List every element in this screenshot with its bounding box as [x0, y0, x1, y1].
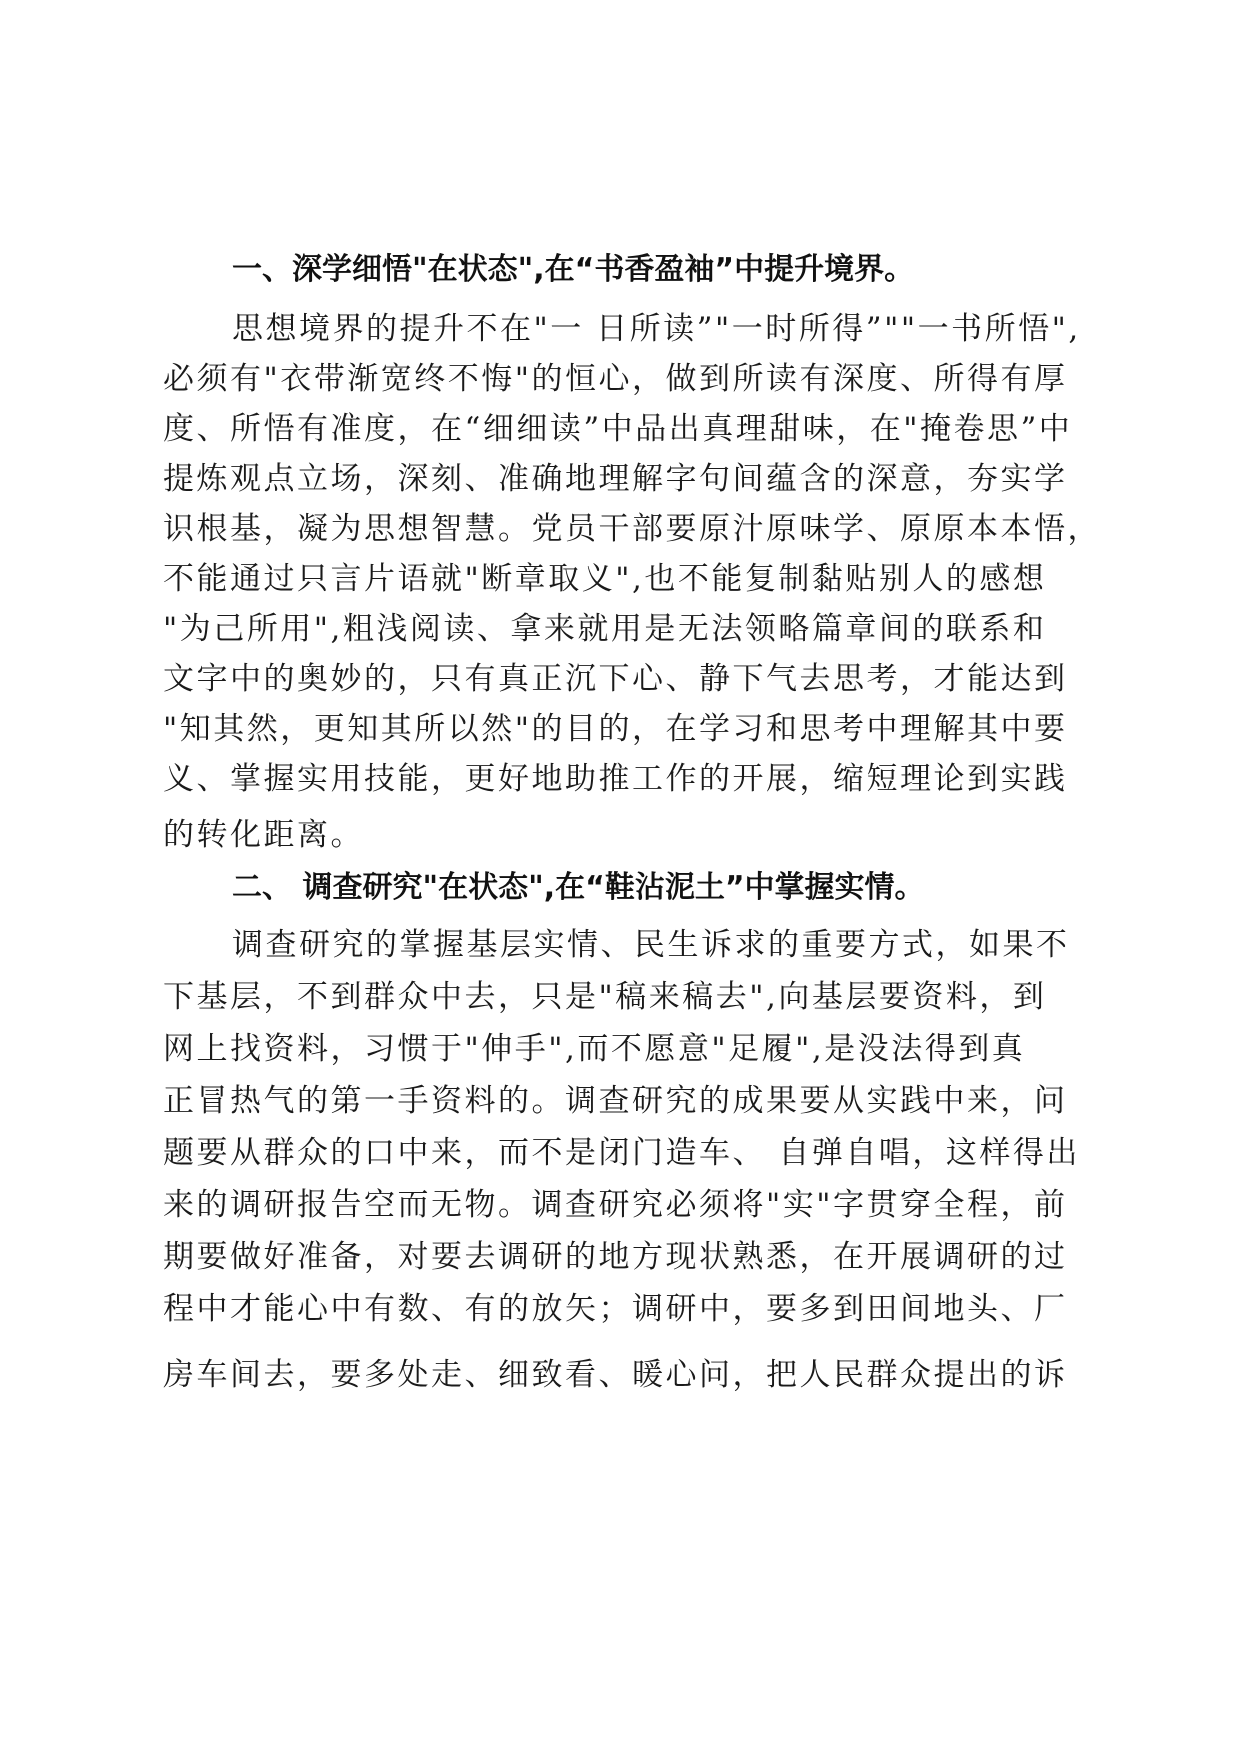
section-1-line-7: "为己所用",粗浅阅读、拿来就用是无法领略篇章间的联系和 — [163, 611, 1047, 647]
section-2-line-4: 正冒热气的第一手资料的。调查研究的成果要从实践中来，问 — [163, 1083, 1068, 1119]
section-2-line-7: 期要做好准备，对要去调研的地方现状熟悉，在开展调研的过 — [163, 1239, 1068, 1275]
section-1-line-5: 识根基，凝为思想智慧。党员干部要原汁原味学、原原本本悟， — [163, 511, 1101, 547]
section-1-line-11: 的转化距离。 — [163, 817, 364, 853]
section-2-line-2: 下基层，不到群众中去，只是"稿来稿去",向基层要资料，到 — [163, 979, 1047, 1015]
section-2-line-3: 网上找资料，习惯于"伸手",而不愿意"足履",是没法得到真 — [163, 1031, 1026, 1067]
section-1-heading: 一、深学细悟"在状态",在“书香盈袖”中提升境界。 — [232, 252, 915, 287]
section-2-line-5: 题要从群众的口中来，而不是闭门造车、 自弹自唱，这样得出 — [163, 1135, 1080, 1171]
section-2-heading: 二、 调查研究"在状态",在“鞋沾泥土”中掌握实情。 — [232, 870, 925, 905]
section-2-line-6: 来的调研报告空而无物。调查研究必须将"实"字贯穿全程，前 — [163, 1187, 1068, 1223]
section-2-line-1: 调查研究的掌握基层实情、民生诉求的重要方式，如果不 — [232, 927, 1070, 963]
section-2-line-9: 房车间去，要多处走、细致看、暖心问，把人民群众提出的诉 — [163, 1357, 1068, 1393]
section-1-line-1: 思想境界的提升不在"一 日所读”"一时所得”""一书所悟", — [232, 311, 1081, 347]
section-2-line-8: 程中才能心中有数、有的放矢；调研中，要多到田间地头、厂 — [163, 1291, 1068, 1327]
section-1-line-9: "知其然，更知其所以然"的目的，在学习和思考中理解其中要 — [163, 711, 1068, 747]
section-1-line-6: 不能通过只言片语就"断章取义",也不能复制黏贴别人的感想 — [163, 561, 1047, 597]
section-1-line-2: 必须有"衣带渐宽终不悔"的恒心，做到所读有深度、所得有厚 — [163, 361, 1068, 397]
section-1-line-10: 义、掌握实用技能，更好地助推工作的开展，缩短理论到实践 — [163, 761, 1068, 797]
section-1-line-8: 文字中的奥妙的，只有真正沉下心、静下气去思考，才能达到 — [163, 661, 1068, 697]
section-1-line-3: 度、所悟有准度，在“细细读”中品出真理甜味，在"掩卷思”中 — [163, 411, 1073, 447]
section-1-line-4: 提炼观点立场，深刻、准确地理解字句间蕴含的深意，夯实学 — [163, 461, 1068, 497]
